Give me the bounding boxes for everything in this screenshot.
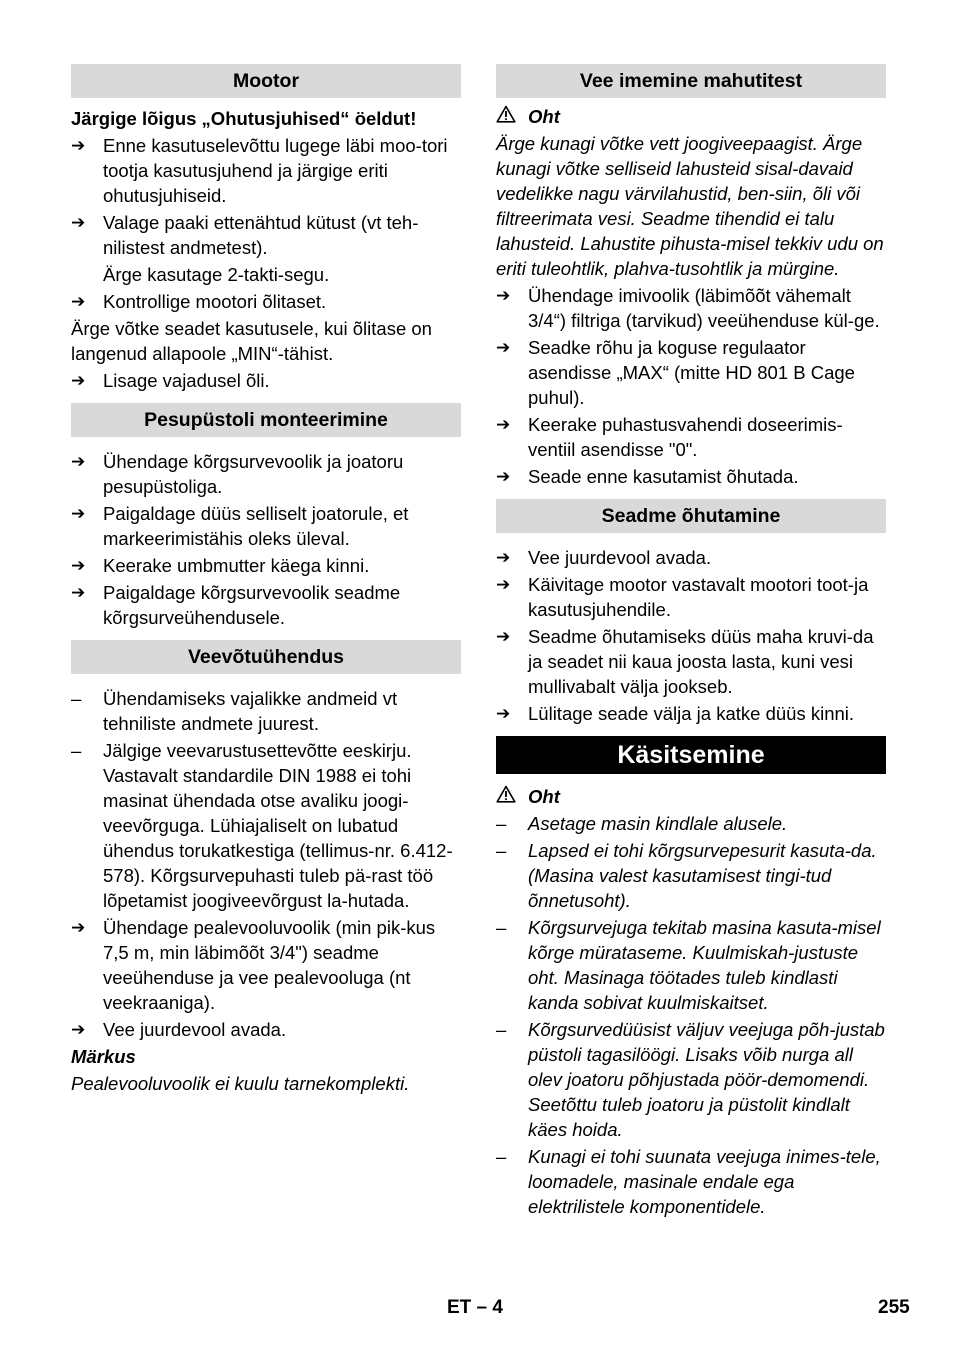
section-header-mootor: Mootor (71, 64, 461, 98)
arrow-icon: ➔ (496, 338, 511, 357)
arrow-icon: ➔ (496, 627, 511, 646)
warning-heading: Oht (496, 104, 886, 129)
arrow-icon: ➔ (71, 918, 86, 937)
list-item: ➔ Kontrollige mootori õlitaset. (71, 291, 327, 312)
list-item: – Lapsed ei tohi kõrgsurvepesurit kasuta-da. (Masina valest kasutamisest tingi-tud õnnetusoht). (496, 840, 877, 911)
arrow-icon: ➔ (496, 467, 511, 486)
paragraph: Ärge võtke seadet kasutusele, kui õlitase on langenud allapoole „MIN“-tähist. (71, 318, 432, 364)
note-text: Pealevooluvoolik ei kuulu tarnekomplekti. (71, 1073, 410, 1094)
list-item: ➔ Käivitage mootor vastavalt mootori toot-ja kasutusjuhendile. (496, 574, 869, 620)
note-title: Märkus (71, 1046, 136, 1067)
list-item: – Asetage masin kindlale alusele. (496, 813, 788, 834)
footer-language-page: ET – 4 (447, 1297, 503, 1318)
left-column (71, 64, 461, 1096)
list-item: ➔ Ühendage pealevooluvoolik (min pik-kus 7,5 m, min läbimõõt 3/4") seadme veeühenduse ja vee pealevooluga (nt veekraaniga). (71, 917, 436, 1013)
list-item: ➔ Enne kasutuselevõttu lugege läbi moo-tori tootja kasutusjuhend ja järgige eriti ohutusjuhiseid. (71, 135, 448, 206)
list-item: – Ühendamiseks vajalikke andmeid vt tehniliste andmete juurest. (71, 688, 398, 734)
arrow-icon: ➔ (71, 136, 86, 155)
section-header-pesupustol: Pesupüstoli monteerimine (71, 403, 461, 437)
dash-marker: – (496, 813, 507, 834)
arrow-icon: ➔ (71, 452, 86, 471)
right-column (496, 64, 886, 1219)
arrow-icon: ➔ (496, 415, 511, 434)
arrow-icon: ➔ (71, 292, 86, 311)
arrow-icon: ➔ (71, 1020, 86, 1039)
dash-marker: – (496, 917, 507, 938)
dash-marker: – (496, 1019, 507, 1040)
list-item: – Jälgige veevarustusettevõtte eeskirju. Vastavalt standardile DIN 1988 ei tohi masinat ühendada otse avaliku joogi-veevõrguga. Lühiajaliselt on lubatud ühendus torukatkestiga (tellimus-nr. 6.412-578). Kõrgsurvepuhasti tuleb pä-rast töö lõpetamist joogiveevõrgust la-hutada. (71, 740, 453, 911)
list-item: ➔ Ühendage imivoolik (läbimõõt vähemalt 3/4“) filtriga (tarvikud) veeühenduse kül-ge. (496, 285, 880, 331)
arrow-icon: ➔ (71, 213, 86, 232)
arrow-icon: ➔ (71, 504, 86, 523)
list-item: ➔ Paigaldage kõrgsurvevoolik seadme kõrgsurveühendusele. (71, 582, 401, 628)
arrow-icon: ➔ (71, 583, 86, 602)
list-item: ➔ Valage paaki ettenähtud kütust (vt teh-nilistest andmetest). (71, 212, 419, 258)
list-item: ➔ Vee juurdevool avada. (496, 547, 712, 568)
arrow-icon: ➔ (71, 371, 86, 390)
warning-text: Ärge kunagi võtke vett joogiveepaagist. Ärge kunagi võtke selliseid lahusteid sisal-davaid vedelikke nagu värvilahustid, ben-siin, õli või filtreerimata vesi. Seadme tihendid ei talu lahusteid. Lahustite pihusta-misel tekkiv udu on eriti tuleohtlik, plahva-tusohtlik ja mürgine. (496, 133, 884, 279)
safety-note: Järgige lõigus „Ohutusjuhised“ öeldut! (71, 108, 417, 129)
arrow-icon: ➔ (496, 575, 511, 594)
list-item: ➔ Vee juurdevool avada. (71, 1019, 287, 1040)
list-item: ➔ Keerake umbmutter käega kinni. (71, 555, 370, 576)
arrow-icon: ➔ (71, 556, 86, 575)
warning-heading: Oht (496, 784, 886, 809)
list-item: ➔ Keerake puhastusvahendi doseerimis-ventiil asendisse "0". (496, 414, 843, 460)
warning-triangle-icon (496, 104, 528, 129)
arrow-icon: ➔ (496, 286, 511, 305)
list-item: ➔ Seade enne kasutamist õhutada. (496, 466, 799, 487)
arrow-icon: ➔ (496, 704, 511, 723)
arrow-icon: ➔ (496, 548, 511, 567)
section-header-veeimemine: Vee imemine mahutitest (496, 64, 886, 98)
warning-triangle-icon (496, 784, 528, 809)
list-item: – Kõrgsurvedüüsist väljuv veejuga põh-justab püstoli tagasilöögi. Lisaks võib nurga all olev joatoru põhjustada pöör-demomendi. Seetõttu tuleb joatoru ja püstolit kindlalt käes hoida. (496, 1019, 885, 1140)
list-item: – Kõrgsurvejuga tekitab masina kasuta-misel kõrge mürataseme. Kuulmiskah-justuste oht. Masinaga töötades tuleb kindlasti kanda sobivat kuulmiskaitset. (496, 917, 881, 1013)
list-item: ➔ Lisage vajadusel õli. (71, 370, 270, 391)
list-item-continuation: Ärge kasutage 2-takti-segu. (103, 264, 330, 285)
list-item: ➔ Seadke rõhu ja koguse regulaator asendisse „MAX“ (mitte HD 801 B Cage puhul). (496, 337, 855, 408)
dash-marker: – (496, 1146, 507, 1167)
section-header-ohutamine: Seadme õhutamine (496, 499, 886, 533)
page-number: 255 (878, 1297, 910, 1318)
chapter-header-kasitsemine: Käsitsemine (496, 736, 886, 774)
list-item: ➔ Lülitage seade välja ja katke düüs kinni. (496, 703, 855, 724)
list-item: ➔ Paigaldage düüs selliselt joatorule, et markeerimistähis oleks üleval. (71, 503, 409, 549)
dash-marker: – (71, 740, 82, 761)
dash-marker: – (71, 688, 82, 709)
dash-marker: – (496, 840, 507, 861)
section-header-veevotu: Veevõtuühendus (71, 640, 461, 674)
list-item: ➔ Ühendage kõrgsurvevoolik ja joatoru pesupüstoliga. (71, 451, 404, 497)
list-item: – Kunagi ei tohi suunata veejuga inimes-tele, loomadele, masinale endale ega elektrilistele komponentidele. (496, 1146, 881, 1217)
list-item: ➔ Seadme õhutamiseks düüs maha kruvi-da ja seadet nii kaua joosta lasta, kuni vesi mullivabalt välja jookseb. (496, 626, 874, 697)
